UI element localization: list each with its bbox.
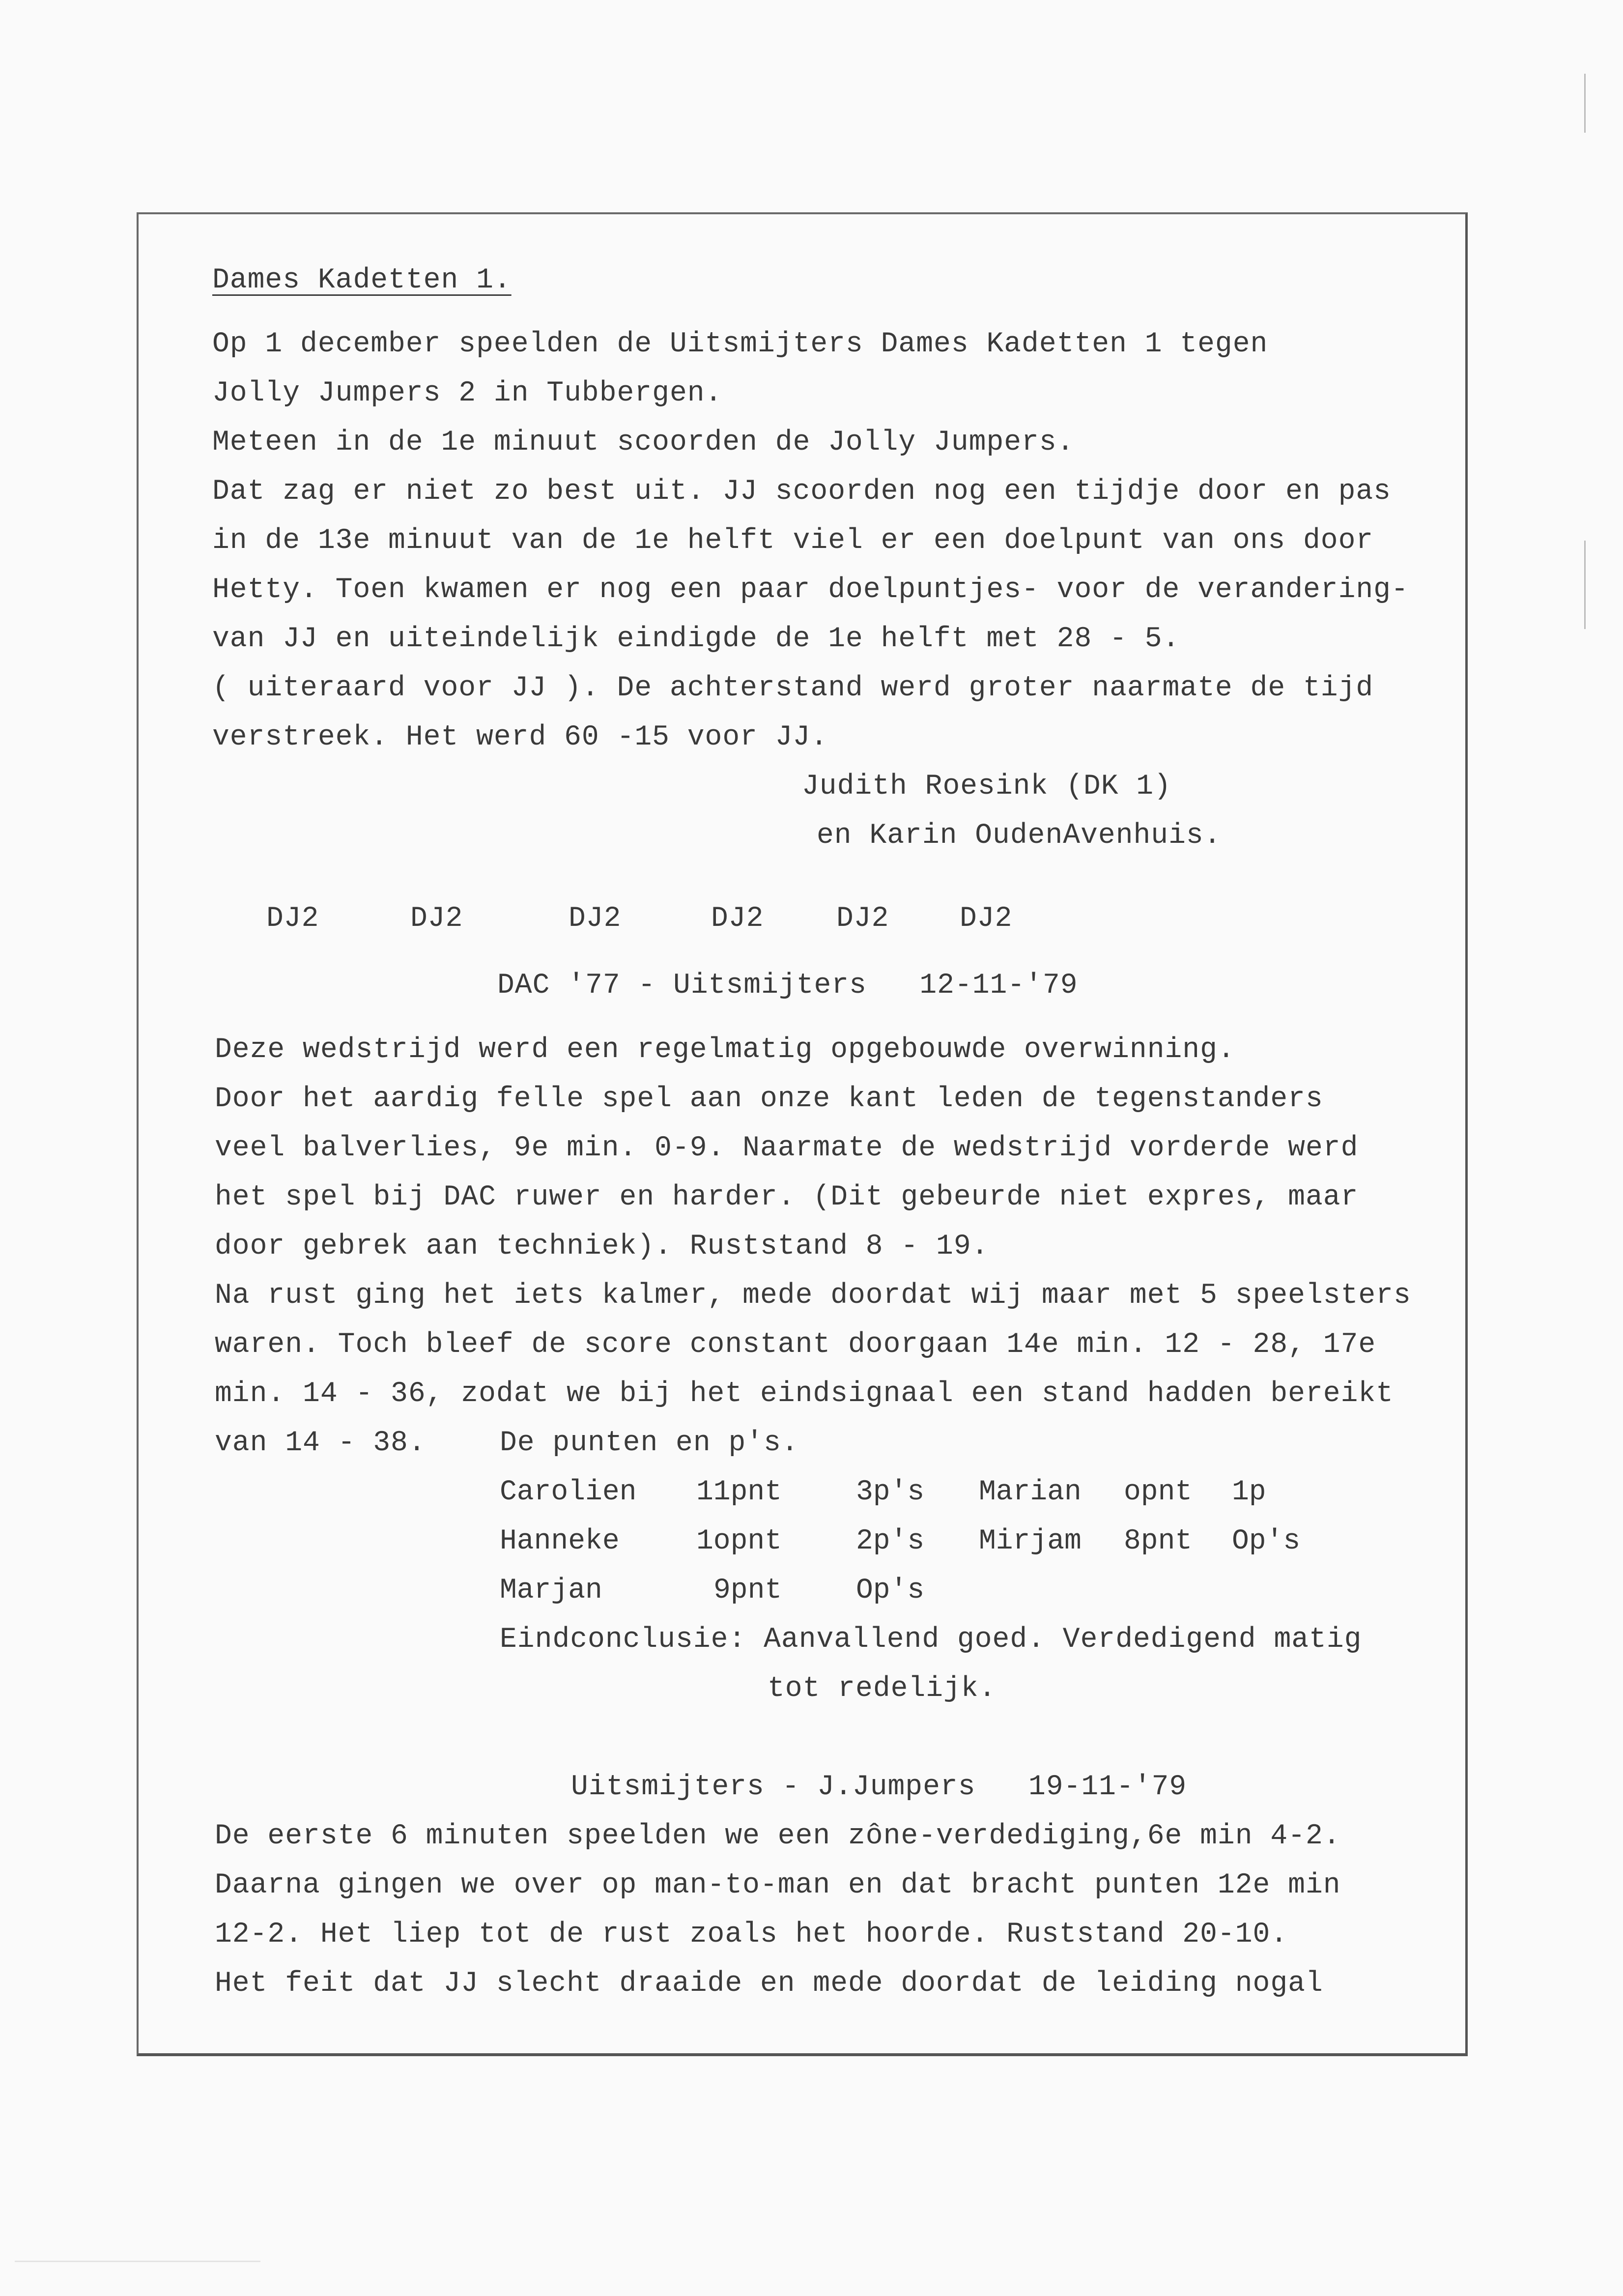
paragraph-line: Het feit dat JJ slecht draaide en mede doordat de leiding nogal <box>215 1968 1323 2000</box>
paragraph-line: Dat zag er niet zo best uit. JJ scoorden nog een tijdje door en pas <box>212 476 1391 508</box>
paragraph-line: door gebrek aan techniek). Ruststand 8 - 19. <box>215 1231 989 1263</box>
paragraph-line: Deze wedstrijd werd een regelmatig opgebouwde overwinning. <box>215 1034 1235 1066</box>
paragraph-line: Hetty. Toen kwamen er nog een paar doelpuntjes- voor de verandering- <box>212 574 1409 606</box>
paragraph-line: van JJ en uiteindelijk eindigde de 1e helft met 28 - 5. <box>212 623 1180 655</box>
paragraph-line: Na rust ging het iets kalmer, mede doordat wij maar met 5 speelsters <box>215 1280 1411 1312</box>
scan-edge-mark <box>15 2261 260 2262</box>
player-name: Carolien <box>500 1476 637 1508</box>
points-heading: De punten en p's. <box>500 1427 799 1459</box>
dj2-label: DJ2 <box>266 903 319 935</box>
paragraph-line: De eerste 6 minuten speelden we een zône-verdediging,6e min 4-2. <box>215 1820 1341 1852</box>
player-name: Mirjam <box>979 1525 1082 1557</box>
paragraph-line: in de 13e minuut van de 1e helft viel er een doelpunt van ons door <box>212 525 1374 557</box>
dj2-label: DJ2 <box>836 903 889 935</box>
match-heading-jjumpers: Uitsmijters - J.Jumpers 19-11-'79 <box>571 1771 1187 1803</box>
player-ps: 2p's <box>856 1525 925 1557</box>
paragraph-line: Meteen in de 1e minuut scoorden de Jolly Jumpers. <box>212 427 1075 459</box>
player-ps: 3p's <box>856 1476 925 1508</box>
paragraph-line: verstreek. Het werd 60 -15 voor JJ. <box>212 721 828 753</box>
player-ps: Op's <box>1232 1525 1301 1557</box>
player-name: Marjan <box>500 1575 602 1607</box>
player-points: 8pnt <box>1124 1525 1193 1557</box>
paragraph-line: Daarna gingen we over op man-to-man en dat bracht punten 12e min <box>215 1869 1341 1901</box>
dj2-label: DJ2 <box>960 903 1013 935</box>
paragraph-line: 12-2. Het liep tot de rust zoals het hoorde. Ruststand 20-10. <box>215 1919 1288 1951</box>
dj2-label: DJ2 <box>569 903 622 935</box>
paragraph-line: min. 14 - 36, zodat we bij het eindsignaal een stand hadden bereikt <box>215 1378 1394 1410</box>
paragraph-line: het spel bij DAC ruwer en harder. (Dit gebeurde niet expres, maar <box>215 1181 1359 1213</box>
dj2-label: DJ2 <box>711 903 764 935</box>
signature-line: en Karin OudenAvenhuis. <box>817 820 1222 852</box>
paragraph-line: veel balverlies, 9e min. 0-9. Naarmate de wedstrijd vorderde werd <box>215 1132 1359 1164</box>
conclusion-line: tot redelijk. <box>768 1673 997 1705</box>
player-points: 9pnt <box>713 1575 782 1607</box>
player-name: Marian <box>979 1476 1082 1508</box>
dj2-label: DJ2 <box>410 903 463 935</box>
scan-edge-mark <box>1584 541 1586 629</box>
paragraph-line: ( uiteraard voor JJ ). De achterstand werd groter naarmate de tijd <box>212 672 1374 704</box>
player-points: opnt <box>1124 1476 1193 1508</box>
paragraph-line: Op 1 december speelden de Uitsmijters Dames Kadetten 1 tegen <box>212 328 1268 360</box>
paragraph-line: Jolly Jumpers 2 in Tubbergen. <box>212 377 723 409</box>
signature-line: Judith Roesink (DK 1) <box>802 771 1171 803</box>
section-title-dames-kadetten: Dames Kadetten 1. <box>212 264 512 296</box>
player-points: 1opnt <box>696 1525 782 1557</box>
player-ps: 1p <box>1232 1476 1266 1508</box>
player-points: 11pnt <box>696 1476 782 1508</box>
player-ps: Op's <box>856 1575 925 1607</box>
scan-edge-mark <box>1584 74 1586 133</box>
match-heading-dac: DAC '77 - Uitsmijters 12-11-'79 <box>497 970 1078 1002</box>
paragraph-line: van 14 - 38. <box>215 1427 426 1459</box>
paragraph-line: Door het aardig felle spel aan onze kant leden de tegenstanders <box>215 1083 1323 1115</box>
paragraph-line: waren. Toch bleef de score constant doorgaan 14e min. 12 - 28, 17e <box>215 1329 1376 1361</box>
player-name: Hanneke <box>500 1525 620 1557</box>
conclusion-line: Eindconclusie: Aanvallend goed. Verdedigend matig <box>500 1624 1362 1656</box>
